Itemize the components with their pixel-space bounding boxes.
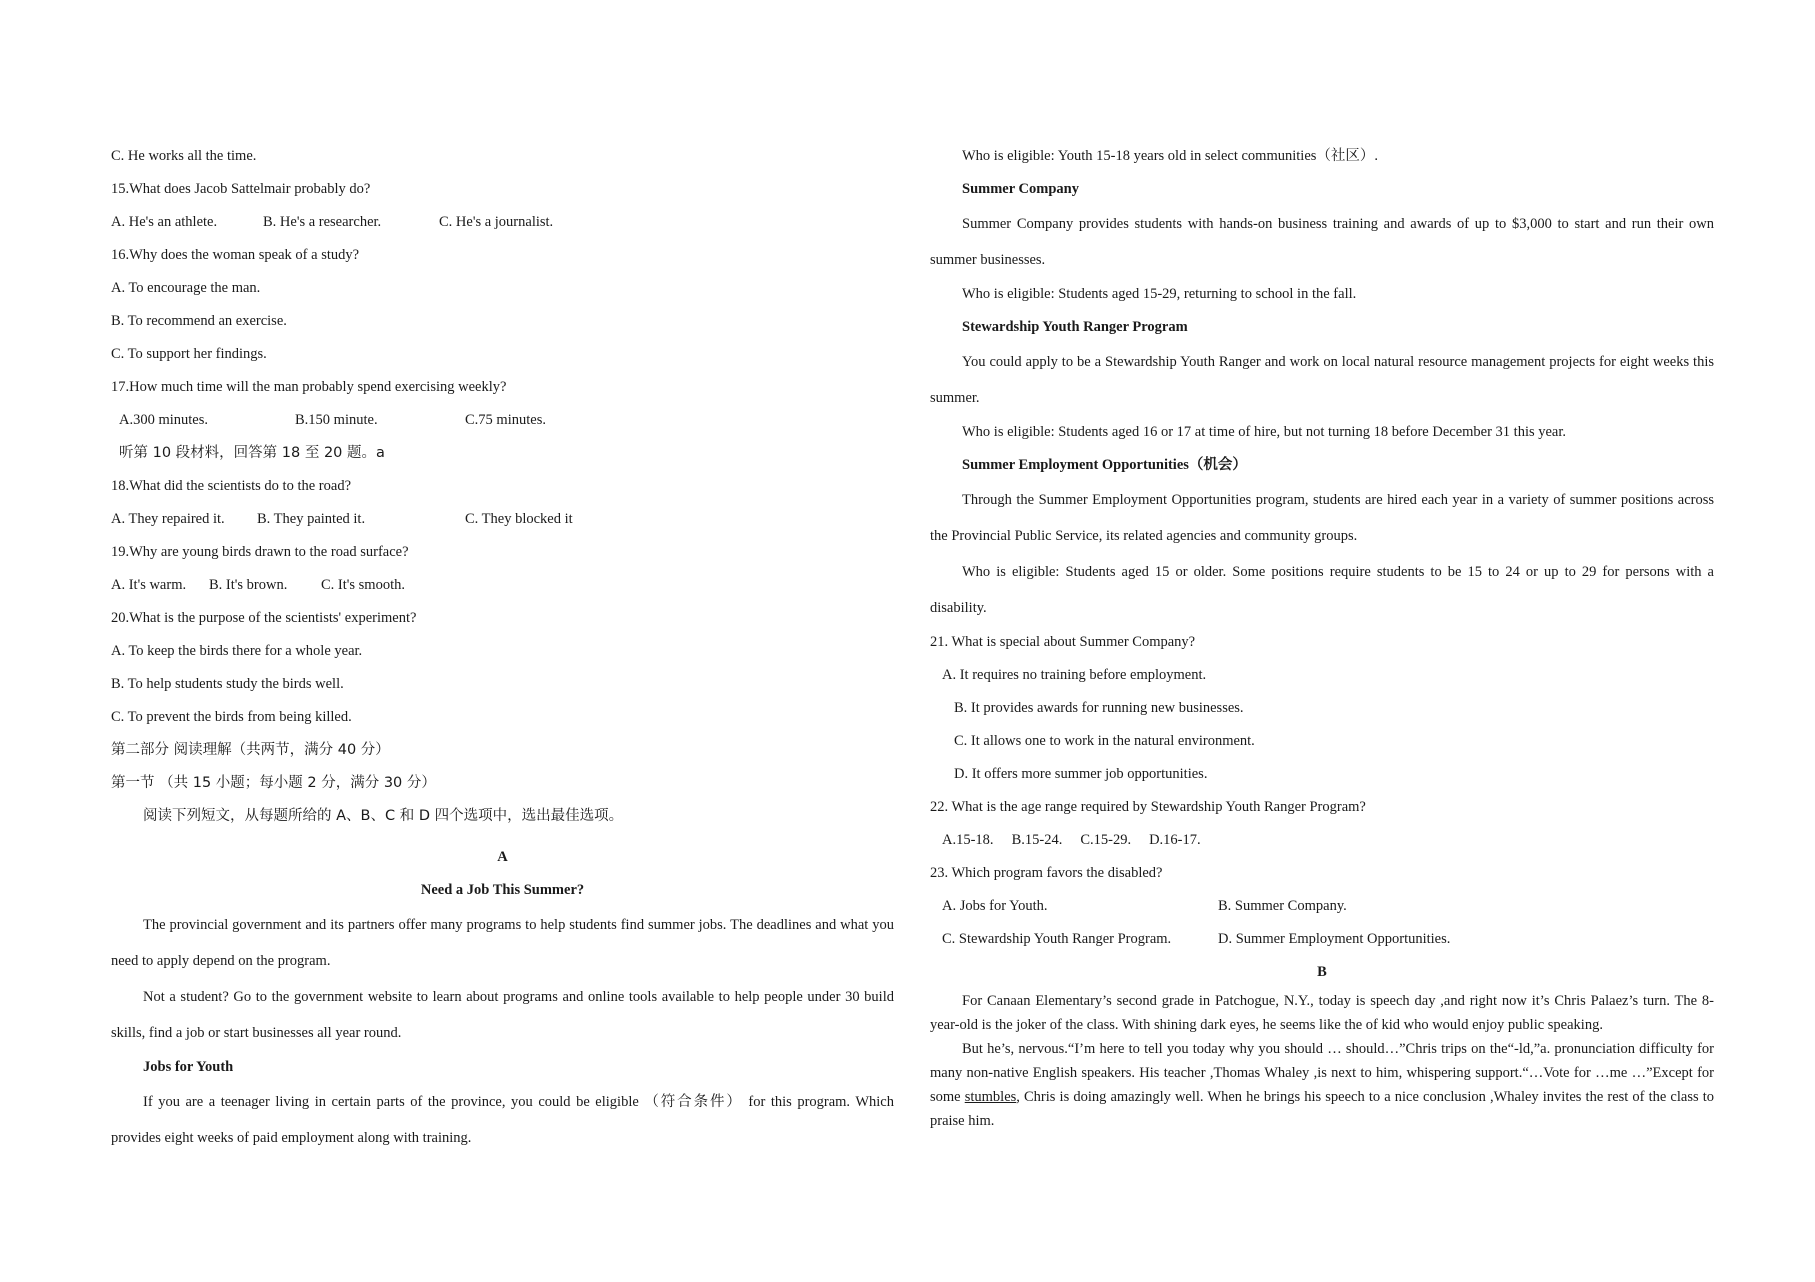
passage-b-paragraph-1: For Canaan Elementary’s second grade in Patchogue, N.Y., today is speech day ,and right now it’s Chris Palaez’s turn. The 8-year-old is the joker of the class. With shining dark eyes, he seems like the of kid who would enjoy public speaking. bbox=[930, 993, 1714, 1033]
q15-stem: 15.What does Jacob Sattelmair probably do? bbox=[111, 181, 371, 197]
q17-stem: 17.How much time will the man probably spend exercising weekly? bbox=[111, 379, 507, 395]
q18-option-c: C. They blocked it bbox=[465, 511, 573, 527]
q22-option-d: D.16-17. bbox=[1149, 832, 1201, 848]
q16-stem: 16.Why does the woman speak of a study? bbox=[111, 247, 360, 263]
q21-option-b: B. It provides awards for running new businesses. bbox=[954, 700, 1244, 716]
q18-option-b: B. They painted it. bbox=[257, 511, 366, 527]
q15-option-a: A. He's an athlete. bbox=[111, 214, 218, 230]
q15-option-b: B. He's a researcher. bbox=[263, 214, 382, 230]
q16-option-c: C. To support her findings. bbox=[111, 346, 267, 362]
section-one-heading: 第一节 （共 15 小题；每小题 2 分，满分 30 分） bbox=[111, 775, 436, 791]
summer-employment-paragraph: Through the Summer Employment Opportunities program, students are hired each year in a variety of summer positions across the Provincial Public Service, its related agencies and community groups. bbox=[930, 492, 1714, 544]
jobs-for-youth-eligibility: Who is eligible: Youth 15-18 years old in select communities（社区）. bbox=[962, 148, 1379, 164]
summer-employment-eligibility: Who is eligible: Students aged 15 or older. Some positions require students to be 15 to 24 or up to 29 for persons with a disability. bbox=[930, 564, 1714, 616]
q19-option-b: B. It's brown. bbox=[209, 577, 288, 593]
passage-a-paragraph-2: Not a student? Go to the government website to learn about programs and online tools available to help people under 30 build skills, find a job or start businesses all year round. bbox=[111, 989, 894, 1041]
jobs-for-youth-paragraph: If you are a teenager living in certain parts of the province, you could be eligible （符合条件） for this program. Which provides eight weeks of paid employment along with training. bbox=[111, 1094, 894, 1146]
q19-option-c: C. It's smooth. bbox=[321, 577, 405, 593]
underlined-word-stumbles: stumbles bbox=[964, 1089, 1017, 1105]
reading-instructions: 阅读下列短文，从每题所给的 A、B、C 和 D 四个选项中，选出最佳选项。 bbox=[143, 808, 624, 824]
q21-option-c: C. It allows one to work in the natural environment. bbox=[954, 733, 1255, 749]
q18-option-a: A. They repaired it. bbox=[111, 511, 225, 527]
q19-option-a: A. It's warm. bbox=[111, 577, 187, 593]
q21-option-d: D. It offers more summer job opportunities. bbox=[954, 766, 1208, 782]
q15-options bbox=[111, 206, 894, 239]
q22-stem: 22. What is the age range required by Stewardship Youth Ranger Program? bbox=[930, 799, 1366, 815]
passage-a-paragraph-1: The provincial government and its partners offer many programs to help students find summer jobs. The deadlines and what you need to apply depend on the program. bbox=[111, 917, 894, 969]
passage-a-title: Need a Job This Summer? bbox=[420, 882, 585, 898]
q18-options bbox=[111, 503, 894, 536]
q23-options-row-1 bbox=[930, 890, 1714, 923]
q16-option-b: B. To recommend an exercise. bbox=[111, 313, 287, 329]
q22-option-c: C.15-29. bbox=[1080, 832, 1132, 848]
jobs-for-youth-heading: Jobs for Youth bbox=[143, 1059, 234, 1075]
q17-option-c: C.75 minutes. bbox=[465, 412, 546, 428]
q23-option-d: D. Summer Employment Opportunities. bbox=[1218, 931, 1451, 947]
part-two-heading: 第二部分 阅读理解（共两节，满分 40 分） bbox=[111, 742, 390, 758]
q15-option-c: C. He's a journalist. bbox=[439, 214, 554, 230]
q20-stem: 20.What is the purpose of the scientists' experiment? bbox=[111, 610, 417, 626]
q22-option-a: A.15-18. bbox=[942, 832, 994, 848]
q21-option-a: A. It requires no training before employment. bbox=[942, 667, 1207, 683]
passage-b-paragraph-2 bbox=[930, 1037, 1714, 1133]
listen-section-10: 听第 10 段材料，回答第 18 至 20 题。a bbox=[119, 445, 385, 461]
q17-options bbox=[111, 404, 894, 437]
passage-b-paragraph-2-end: , Chris is doing amazingly well. When he brings his speech to a nice conclusion ,Whaley invites the rest of the class to praise him. bbox=[930, 1089, 1714, 1129]
q16-option-a: A. To encourage the man. bbox=[111, 280, 261, 296]
q19-stem: 19.Why are young birds drawn to the road surface? bbox=[111, 544, 409, 560]
q23-option-a: A. Jobs for Youth. bbox=[942, 898, 1048, 914]
stewardship-heading: Stewardship Youth Ranger Program bbox=[962, 319, 1188, 335]
q23-options-row-2 bbox=[930, 923, 1714, 956]
right-column bbox=[930, 140, 1714, 1133]
left-column bbox=[111, 140, 894, 1156]
passage-b-paragraph-2-start: But he’s, nervous.“I’m here to tell you today why you should … should…”Chris trips on the“-ld,”a. pronunciation difficulty for many non-native English speakers. His teacher ,Thomas Whaley ,is next to him, whispering support.“…Vote for …me …”Except for some bbox=[930, 1041, 1714, 1105]
passage-a-letter: A bbox=[497, 849, 508, 865]
q20-option-a: A. To keep the birds there for a whole year. bbox=[111, 643, 363, 659]
q22-option-b: B.15-24. bbox=[1011, 832, 1063, 848]
q14-option-c: C. He works all the time. bbox=[111, 148, 257, 164]
q22-options bbox=[930, 824, 1714, 857]
q20-option-c: C. To prevent the birds from being killed. bbox=[111, 709, 352, 725]
q18-stem: 18.What did the scientists do to the road? bbox=[111, 478, 352, 494]
q17-option-b: B.150 minute. bbox=[295, 412, 378, 428]
summer-company-paragraph: Summer Company provides students with hands-on business training and awards of up to $3,000 to start and run their own summer businesses. bbox=[930, 216, 1714, 268]
summer-employment-heading: Summer Employment Opportunities（机会） bbox=[962, 457, 1247, 473]
passage-b-letter: B bbox=[1317, 964, 1327, 980]
q21-stem: 21. What is special about Summer Company? bbox=[930, 634, 1196, 650]
q19-options bbox=[111, 569, 894, 602]
summer-company-heading: Summer Company bbox=[962, 181, 1079, 197]
q23-option-c: C. Stewardship Youth Ranger Program. bbox=[942, 931, 1172, 947]
q17-option-a: A.300 minutes. bbox=[119, 412, 209, 428]
q23-option-b: B. Summer Company. bbox=[1218, 898, 1347, 914]
summer-company-eligibility: Who is eligible: Students aged 15-29, returning to school in the fall. bbox=[962, 286, 1357, 302]
stewardship-eligibility: Who is eligible: Students aged 16 or 17 at time of hire, but not turning 18 before December 31 this year. bbox=[962, 424, 1567, 440]
stewardship-paragraph: You could apply to be a Stewardship Youth Ranger and work on local natural resource management projects for eight weeks this summer. bbox=[930, 354, 1714, 406]
q23-stem: 23. Which program favors the disabled? bbox=[930, 865, 1163, 881]
q20-option-b: B. To help students study the birds well. bbox=[111, 676, 344, 692]
